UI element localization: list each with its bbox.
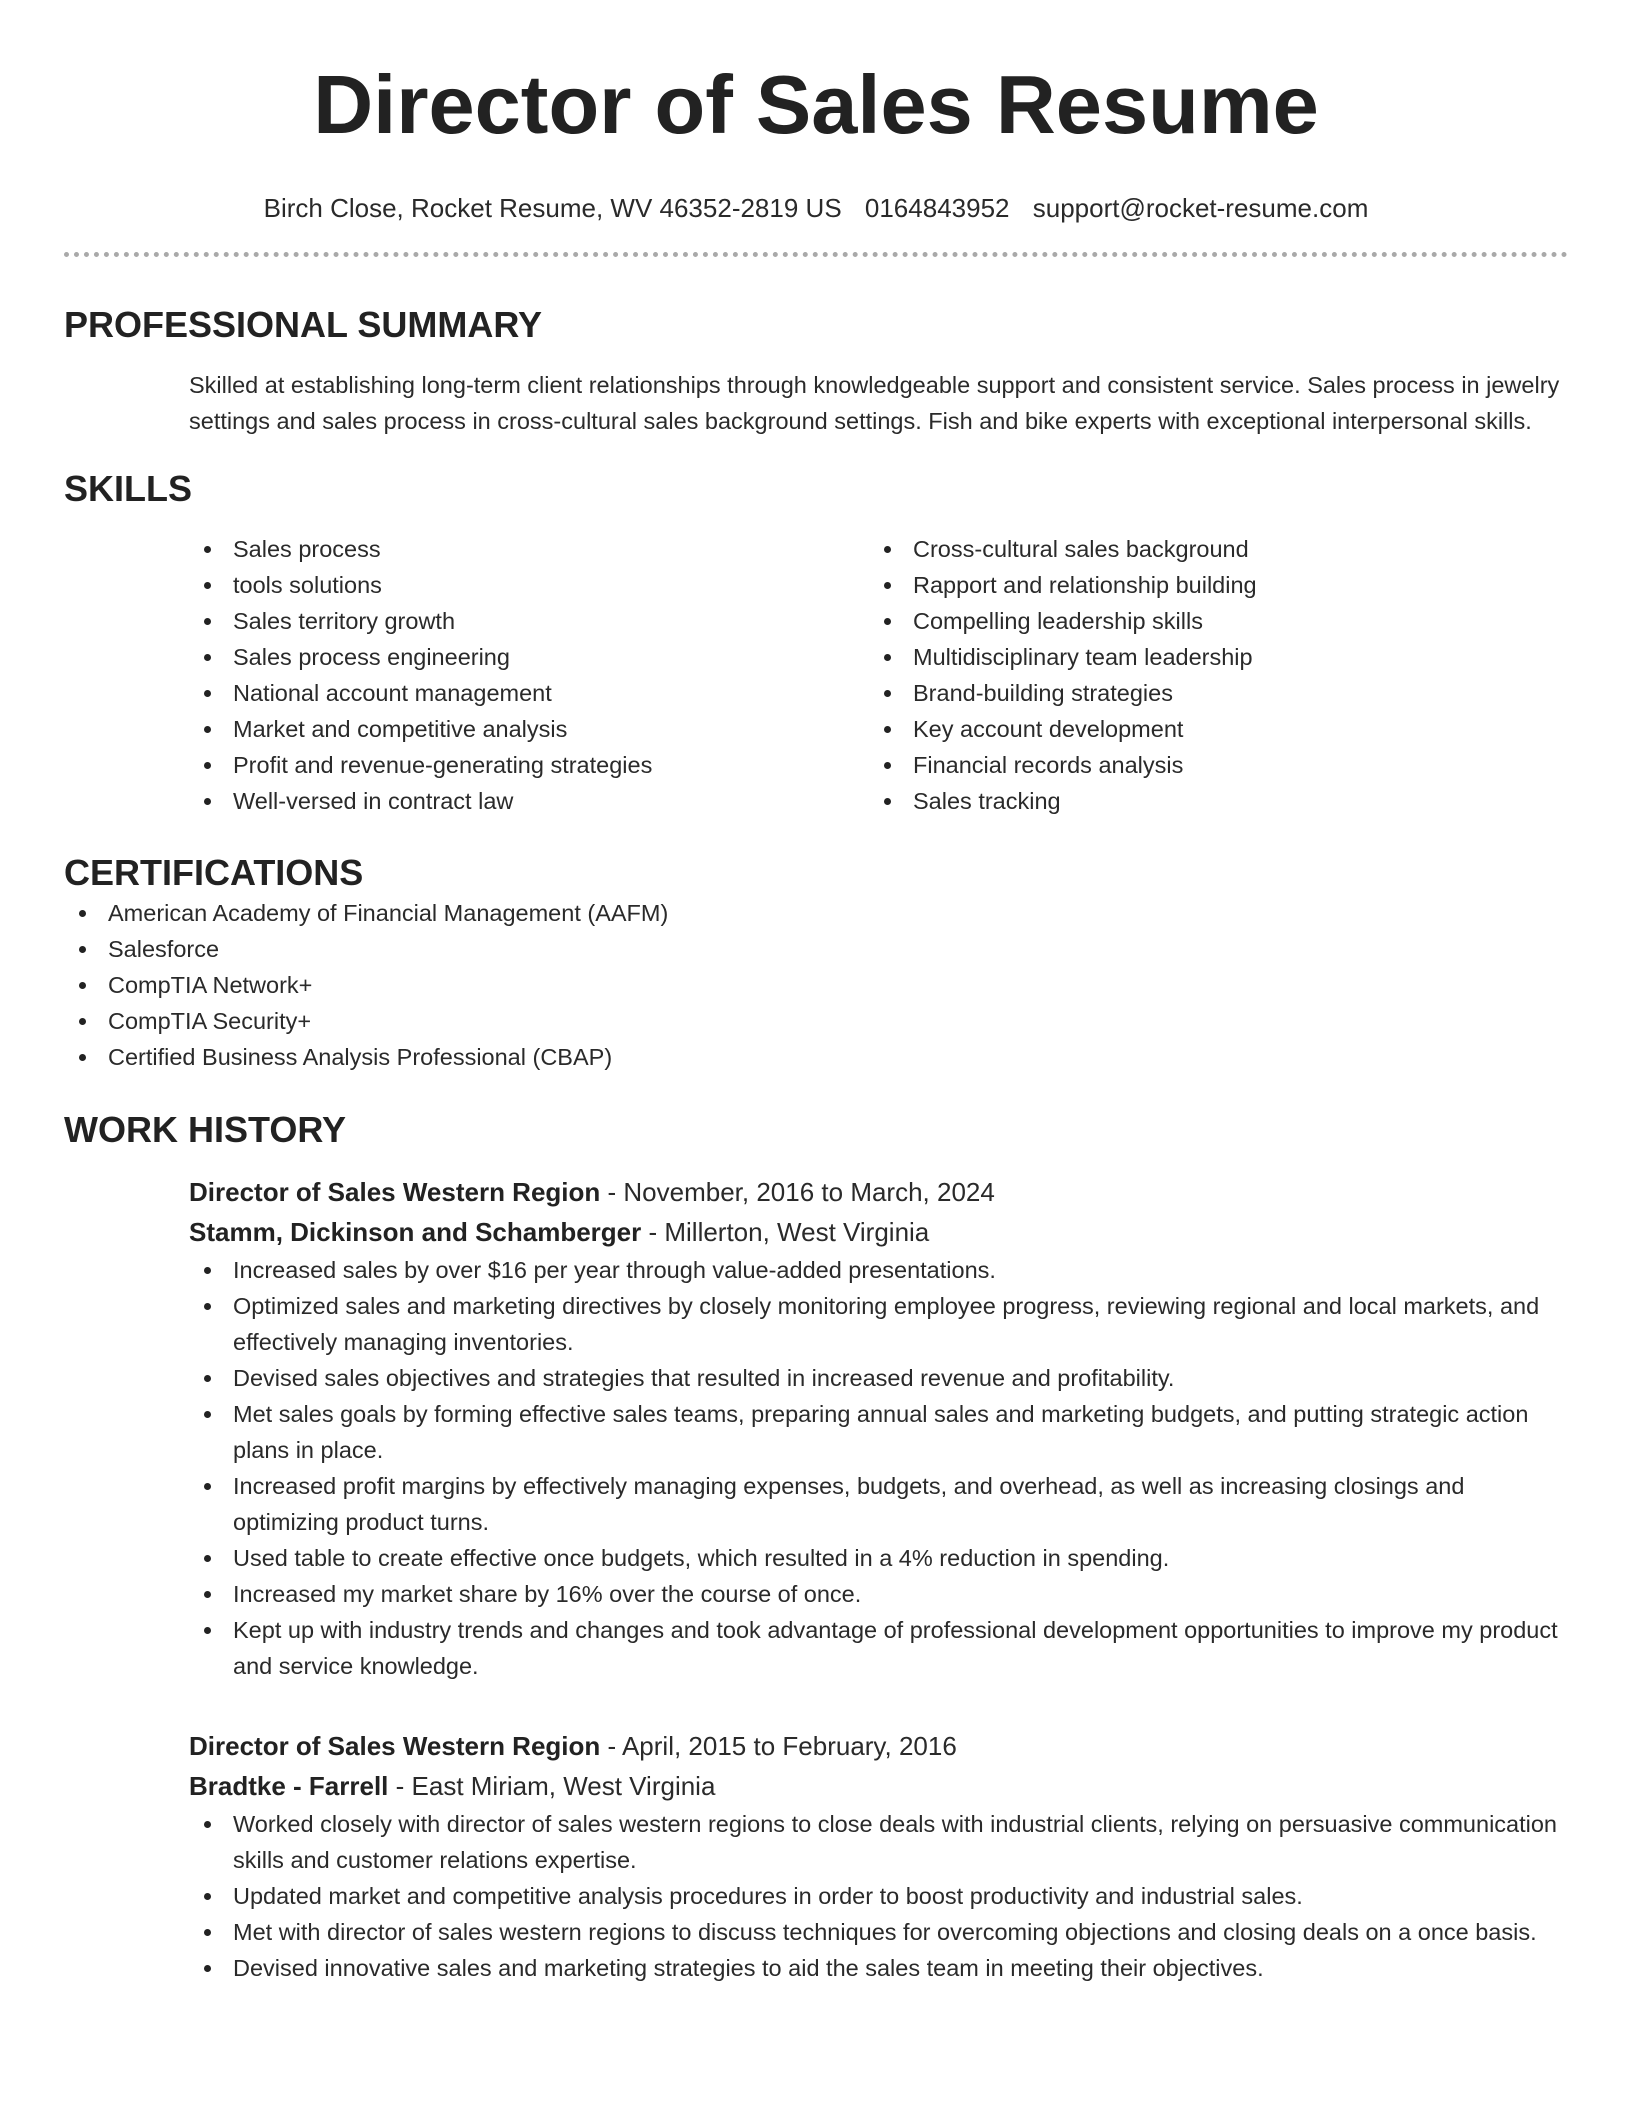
skills-list-right — [869, 531, 1549, 819]
work-history-section — [64, 1108, 1568, 1986]
work-history-heading: WORK HISTORY — [64, 1109, 347, 1150]
job-location: - Millerton, West Virginia — [641, 1217, 930, 1247]
skill-item: Brand-building strategies — [869, 675, 1549, 711]
job-role: Director of Sales Western Region — [189, 1177, 601, 1207]
skill-item: Market and competitive analysis — [189, 711, 869, 747]
skill-item: National account management — [189, 675, 869, 711]
job-location: - East Miriam, West Virginia — [388, 1771, 716, 1801]
skills-heading: SKILLS — [64, 468, 193, 509]
skill-item: tools solutions — [189, 567, 869, 603]
job-role: Director of Sales Western Region — [189, 1731, 601, 1761]
skill-item: Multidisciplinary team leadership — [869, 639, 1549, 675]
job-bullet: Kept up with industry trends and changes and took advantage of professional development opportunities to improve my product and service knowledge. — [189, 1612, 1568, 1684]
certification-item: Salesforce — [64, 931, 1568, 967]
summary-section — [64, 303, 1568, 439]
job-bullet: Increased profit margins by effectively managing expenses, budgets, and overhead, as well as increasing closings and optimizing product turns. — [189, 1468, 1568, 1540]
skills-list-left — [189, 531, 869, 819]
contact-email: support@rocket-resume.com — [1032, 193, 1369, 223]
certification-item: American Academy of Financial Management (AAFM) — [64, 895, 1568, 931]
skills-column-left — [189, 531, 869, 819]
skill-item: Well-versed in contract law — [189, 783, 869, 819]
certification-item: CompTIA Network+ — [64, 967, 1568, 1003]
summary-heading: PROFESSIONAL SUMMARY — [64, 304, 543, 345]
job-bullet: Devised innovative sales and marketing strategies to aid the sales team in meeting their objectives. — [189, 1950, 1568, 1986]
contact-phone: 0164843952 — [864, 193, 1010, 223]
job-dates: - November, 2016 to March, 2024 — [600, 1177, 995, 1207]
skill-item: Compelling leadership skills — [869, 603, 1549, 639]
skill-item: Cross-cultural sales background — [869, 531, 1549, 567]
certifications-list — [64, 895, 1568, 1075]
skill-item: Financial records analysis — [869, 747, 1549, 783]
certification-item: Certified Business Analysis Professional (CBAP) — [64, 1039, 1568, 1075]
job-company-line — [189, 1766, 1568, 1806]
job-bullet-list — [189, 1252, 1568, 1684]
resume-title: Director of Sales Resume — [313, 58, 1319, 151]
skill-item: Sales tracking — [869, 783, 1549, 819]
job-role-line — [189, 1726, 1568, 1766]
job-company: Bradtke - Farrell — [189, 1771, 389, 1801]
job-bullet: Devised sales objectives and strategies that resulted in increased revenue and profitability. — [189, 1360, 1568, 1396]
skill-item: Sales process — [189, 531, 869, 567]
skill-item: Key account development — [869, 711, 1549, 747]
job-bullet-list — [189, 1806, 1568, 1986]
job-entry — [189, 1172, 1568, 1684]
summary-text: Skilled at establishing long-term client relationships through knowledgeable support and consistent service. Sales process in jewelry settings and sales process in cross-cultural sales background settings. Fish and bike experts with exceptional interpersonal skills. — [189, 372, 1560, 434]
skills-section — [64, 467, 1568, 819]
job-bullet: Increased sales by over $16 per year through value-added presentations. — [189, 1252, 1568, 1288]
contact-address: Birch Close, Rocket Resume, WV 46352-2819 US — [263, 193, 842, 223]
job-bullet: Met sales goals by forming effective sales teams, preparing annual sales and marketing budgets, and putting strategic action plans in place. — [189, 1396, 1568, 1468]
job-entry — [189, 1726, 1568, 1986]
job-bullet: Updated market and competitive analysis procedures in order to boost productivity and industrial sales. — [189, 1878, 1568, 1914]
job-bullet: Increased my market share by 16% over the course of once. — [189, 1576, 1568, 1612]
skill-item: Sales territory growth — [189, 603, 869, 639]
header-divider — [64, 252, 1568, 257]
job-company-line — [189, 1212, 1568, 1252]
job-role-line — [189, 1172, 1568, 1212]
skills-grid — [189, 531, 1568, 819]
job-bullet: Optimized sales and marketing directives by closely monitoring employee progress, reviewing regional and local markets, and effectively managing inventories. — [189, 1288, 1568, 1360]
skills-column-right — [869, 531, 1549, 819]
skill-item: Rapport and relationship building — [869, 567, 1549, 603]
job-dates: - April, 2015 to February, 2016 — [600, 1731, 957, 1761]
certifications-heading: CERTIFICATIONS — [64, 852, 364, 893]
contact-info — [64, 192, 1568, 224]
skill-item: Profit and revenue-generating strategies — [189, 747, 869, 783]
job-bullet: Used table to create effective once budgets, which resulted in a 4% reduction in spending. — [189, 1540, 1568, 1576]
skill-item: Sales process engineering — [189, 639, 869, 675]
job-bullet: Worked closely with director of sales western regions to close deals with industrial clients, relying on persuasive communication skills and customer relations expertise. — [189, 1806, 1568, 1878]
job-bullet: Met with director of sales western regions to discuss techniques for overcoming objections and closing deals on a once basis. — [189, 1914, 1568, 1950]
certifications-section — [64, 851, 1568, 1075]
certification-item: CompTIA Security+ — [64, 1003, 1568, 1039]
job-company: Stamm, Dickinson and Schamberger — [189, 1217, 642, 1247]
